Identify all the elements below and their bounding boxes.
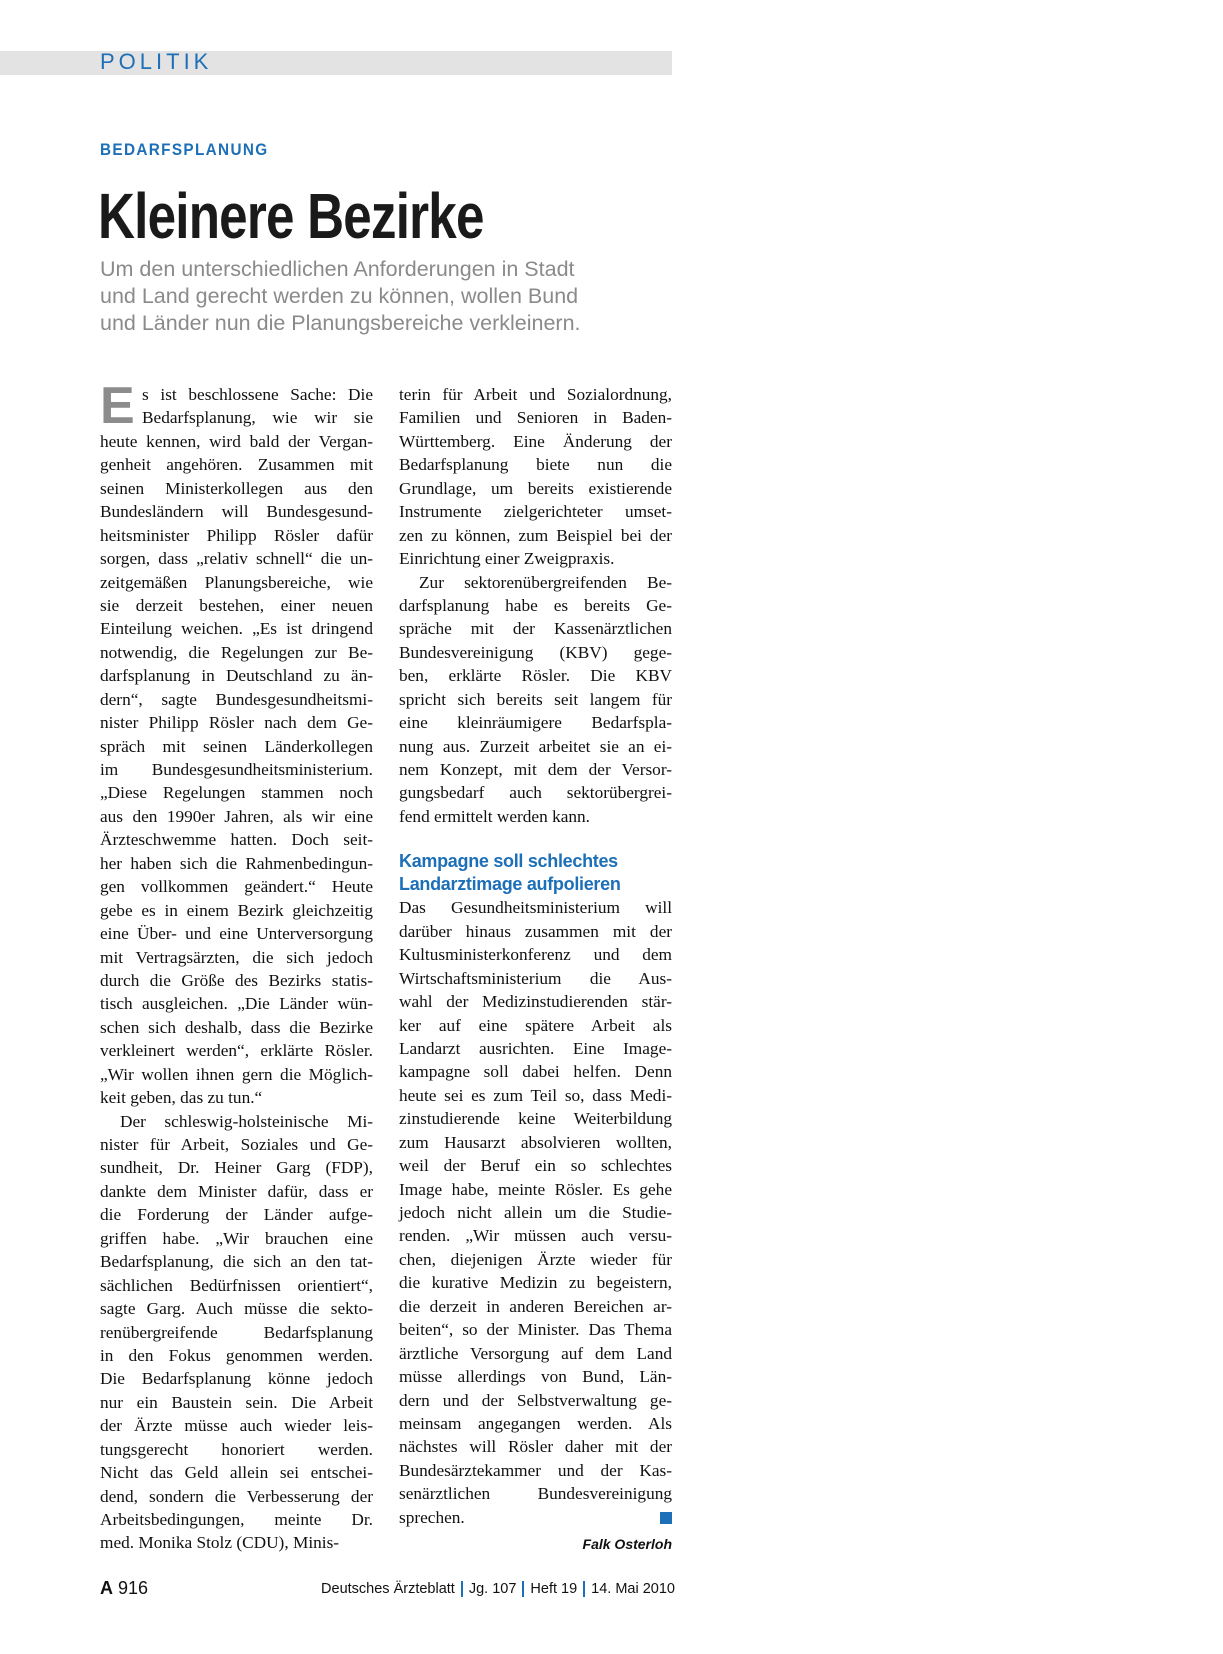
text-line: nem Konzept, mit dem der Versor- xyxy=(399,760,672,779)
text-line: Arbeitsbedingungen, meinte Dr. xyxy=(100,1510,373,1529)
text-line: spräche mit der Kassenärztlichen xyxy=(399,619,672,639)
author-byline: Falk Osterloh xyxy=(582,1536,672,1553)
text-line: senärztlichen Bundesvereinigung xyxy=(399,1484,672,1504)
text-line: Bedarfsplanung, die sich an den tat- xyxy=(100,1252,373,1272)
text-line: die derzeit in anderen Bereichen ar- xyxy=(399,1296,672,1316)
text-line: chen, diejenigen Ärzte wieder für xyxy=(399,1249,672,1269)
text-line: s ist beschlossene Sache: Die xyxy=(142,385,373,404)
publication-name: Deutsches Ärzteblatt xyxy=(321,1581,455,1597)
text-line: jedoch nicht allein um die Studie- xyxy=(399,1203,672,1222)
text-column-left xyxy=(100,377,373,1555)
text-line: meinsam angegangen werden. Als xyxy=(399,1413,672,1433)
text-line: Instrumente zielgerichteter umset- xyxy=(399,502,672,522)
text-line: wahl der Medizinstudierenden stär- xyxy=(399,992,672,1012)
text-line: die Forderung der Länder aufge- xyxy=(100,1205,373,1225)
text-line: notwendig, die Regelungen zur Be- xyxy=(100,642,373,662)
text-line: seinen Ministerkollegen aus den xyxy=(100,478,373,498)
text-line: nur ein Baustein sein. Die Arbeit xyxy=(100,1392,373,1412)
text-line: gebe es in einem Bezirk gleichzeitig xyxy=(100,900,373,920)
text-line: zeitgemäßen Planungsbereiche, wie xyxy=(100,572,373,592)
text-line: nung aus. Zurzeit arbeitet sie an ei- xyxy=(399,736,672,756)
lead-line: und Länder nun die Planungsbereiche verkleinern. xyxy=(100,311,581,335)
text-line: darfsplanung in Deutschland zu än- xyxy=(100,666,373,686)
text-line: beiten“, so der Minister. Das Thema xyxy=(399,1320,672,1340)
text-line: Zur sektorenübergreifenden Be- xyxy=(419,572,672,592)
text-line: renübergreifende Bedarfsplanung xyxy=(100,1322,373,1342)
text-line: griffen habe. „Wir brauchen eine xyxy=(100,1228,373,1248)
section-label: POLITIK xyxy=(100,49,213,74)
text-line: sorgen, dass „relativ schnell“ die un- xyxy=(100,549,373,569)
footer-separator xyxy=(461,1581,463,1597)
text-line: keit geben, das zu tun.“ xyxy=(100,1088,263,1108)
text-line: Image habe, meinte Rösler. Es gehe xyxy=(399,1179,672,1199)
text-line: spricht sich bereits seit langem für xyxy=(399,689,672,709)
text-line: Bundesvereinigung (KBV) gege- xyxy=(399,642,672,662)
page-number-value: 916 xyxy=(118,1578,149,1598)
text-line: Württemberg. Eine Änderung der xyxy=(399,431,672,451)
text-line: müsse allerdings von Bund, Län- xyxy=(399,1367,672,1387)
article-kicker: BEDARFSPLANUNG xyxy=(100,140,269,159)
text-line: fend ermittelt werden kann. xyxy=(399,806,590,826)
drop-cap: E xyxy=(100,377,135,435)
text-line: gungsbedarf auch sektorübergrei- xyxy=(399,783,672,803)
subheading-line: Landarztimage aufpolieren xyxy=(399,874,621,895)
text-line: „Wir wollen ihnen gern die Möglich- xyxy=(100,1064,373,1084)
text-line: dern“, sagte Bundesgesundheitsmi- xyxy=(100,689,373,709)
text-line: Landarzt ausrichten. Eine Image- xyxy=(399,1038,672,1058)
text-line: ärztliche Versorgung auf dem Land xyxy=(399,1343,672,1363)
text-line: darfsplanung habe es bereits Ge- xyxy=(399,595,672,615)
text-line: zum Hausarzt absolvieren wollten, xyxy=(399,1132,672,1152)
text-line: eine kleinräumigere Bedarfspla- xyxy=(399,713,672,733)
text-line: der Ärzte müsse auch wieder leis- xyxy=(100,1416,373,1436)
text-line: Einteilung weichen. „Es ist dringend xyxy=(100,619,373,639)
text-line: tisch ausgleichen. „Die Länder wün- xyxy=(100,994,373,1014)
page-prefix: A xyxy=(100,1578,113,1598)
lead-line: und Land gerecht werden zu können, wollen Bund xyxy=(100,284,579,308)
text-line: mit Vertragsärzten, die sich jedoch xyxy=(100,947,373,967)
text-line: tungsgerecht honoriert werden. xyxy=(100,1439,373,1459)
article-headline: Kleinere Bezirke xyxy=(98,180,484,252)
text-line: Bundesländern will Bundesgesund- xyxy=(100,502,373,522)
text-line: Bundesärztekammer und der Kas- xyxy=(399,1460,672,1480)
text-line: Familien und Senioren in Baden- xyxy=(399,408,672,428)
text-line: renden. „Wir müssen auch versu- xyxy=(399,1226,672,1246)
text-line: Die Bedarfsplanung könne jedoch xyxy=(100,1369,373,1389)
text-line: genheit angehören. Zusammen mit xyxy=(100,455,373,475)
text-line: Grundlage, um bereits existierende xyxy=(399,478,672,498)
end-mark-icon xyxy=(660,1512,672,1524)
text-line: sundheit, Dr. Heiner Garg (FDP), xyxy=(100,1158,373,1178)
text-line: her haben sich die Rahmenbedingun- xyxy=(100,853,373,873)
text-line: aus den 1990er Jahren, als wir eine xyxy=(100,806,373,826)
text-line: dend, sondern die Verbesserung der xyxy=(100,1486,373,1506)
text-line: Kultusministerkonferenz und dem xyxy=(399,945,672,965)
text-line: ker auf eine spätere Arbeit als xyxy=(399,1015,672,1035)
text-line: „Diese Regelungen stammen noch xyxy=(100,783,373,803)
text-line: eine Über- und eine Unterversorgung xyxy=(100,924,373,944)
text-line: Bedarfsplanung, wie wir sie xyxy=(142,408,373,428)
spacer xyxy=(399,828,672,850)
text-line: sächlichen Bedürfnissen orientiert“, xyxy=(100,1275,373,1295)
text-line: im Bundesgesundheitsministerium. xyxy=(100,760,373,779)
lead-line: Um den unterschiedlichen Anforderungen in Stadt xyxy=(100,257,575,281)
text-line: ben, erklärte Rösler. Die KBV xyxy=(399,666,672,686)
text-line: dern und der Selbstverwaltung ge- xyxy=(399,1390,672,1410)
text-line: verkleinert werden“, erklärte Rösler. xyxy=(100,1041,373,1061)
text-line: zen zu können, zum Beispiel bei der xyxy=(399,525,672,545)
text-line: schen sich deshalb, dass die Bezirke xyxy=(100,1017,373,1037)
text-line: Einrichtung einer Zweigpraxis. xyxy=(399,549,615,569)
article-lead xyxy=(100,256,660,337)
text-line: sagte Garg. Auch müsse die sekto- xyxy=(100,1299,373,1319)
text-line: nister für Arbeit, Soziales und Ge- xyxy=(100,1135,373,1154)
footer-citation xyxy=(321,1581,675,1597)
footer-separator xyxy=(522,1581,524,1597)
issue: Heft 19 xyxy=(530,1581,578,1597)
text-line: Bedarfsplanung biete nun die xyxy=(399,455,672,475)
text-line: terin für Arbeit und Sozialordnung, xyxy=(399,385,672,404)
text-line: zinstudierende keine Weiterbildung xyxy=(399,1109,672,1129)
text-line: heitsminister Philipp Rösler dafür xyxy=(100,525,373,545)
text-line: kampagne soll dabei helfen. Denn xyxy=(399,1062,672,1082)
text-line: dankte dem Minister dafür, dass er xyxy=(100,1181,373,1201)
text-line: sprechen. xyxy=(399,1506,672,1529)
text-line: Ärzteschwemme hatten. Doch seit- xyxy=(100,830,373,850)
text-line: nächstes will Rösler daher mit der xyxy=(399,1437,672,1457)
text-line: Nicht das Geld allein sei entschei- xyxy=(100,1463,373,1483)
text-line: durch die Größe des Bezirks statis- xyxy=(100,970,373,990)
text-line: Das Gesundheitsministerium will xyxy=(399,898,672,918)
text-line: nister Philipp Rösler nach dem Ge- xyxy=(100,713,373,733)
page-number xyxy=(100,1578,148,1599)
text-line: gen vollkommen geändert.“ Heute xyxy=(100,877,373,897)
volume: Jg. 107 xyxy=(468,1581,517,1597)
footer-separator xyxy=(583,1581,585,1597)
text-line: heute kennen, wird bald der Vergan- xyxy=(100,431,373,451)
text-line: in den Fokus genommen werden. xyxy=(100,1345,373,1365)
text-line: die kurative Medizin zu begeistern, xyxy=(399,1273,672,1293)
text-line: med. Monika Stolz (CDU), Minis- xyxy=(100,1533,340,1553)
text-column-right xyxy=(399,383,672,1557)
subheading-line: Kampagne soll schlechtes xyxy=(399,851,618,872)
text-line: spräch mit seinen Länderkollegen xyxy=(100,736,373,756)
issue-date: 14. Mai 2010 xyxy=(591,1581,675,1597)
text-line: darüber hinaus zusammen mit der xyxy=(399,921,672,941)
text-line: sie derzeit bestehen, einer neuen xyxy=(100,595,373,615)
text-line: weil der Beruf ein so schlechtes xyxy=(399,1156,672,1176)
text-line: heute sei es zum Teil so, dass Medi- xyxy=(399,1085,672,1105)
text-line: Wirtschaftsministerium die Aus- xyxy=(399,968,672,988)
text-line: Der schleswig-holsteinische Mi- xyxy=(120,1111,373,1131)
